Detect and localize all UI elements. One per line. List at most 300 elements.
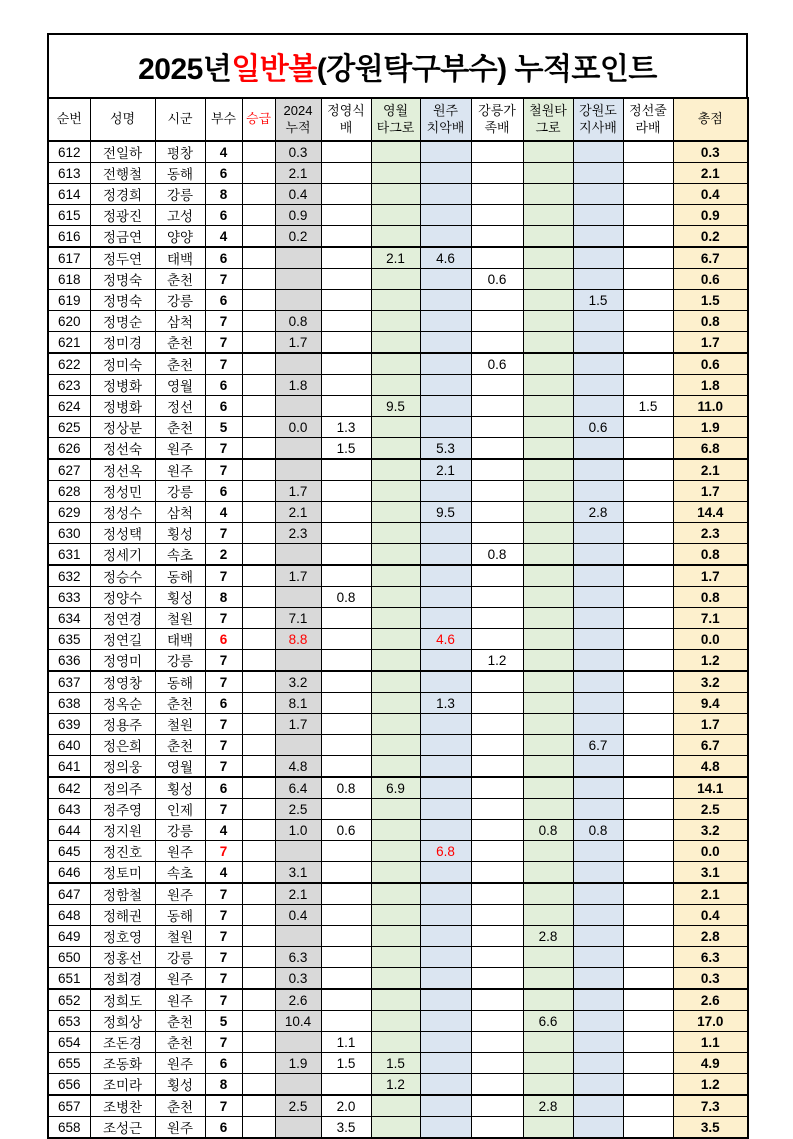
cell-city: 동해 bbox=[155, 671, 205, 693]
cell-v7 bbox=[623, 1011, 673, 1032]
cell-name: 정진호 bbox=[90, 841, 155, 862]
cell-v4 bbox=[471, 714, 523, 735]
cell-v5 bbox=[523, 1074, 573, 1096]
cell-total: 2.6 bbox=[673, 989, 748, 1011]
page-title bbox=[47, 33, 748, 97]
cell-no: 644 bbox=[48, 820, 90, 841]
column-header-v3: 원주 치악배 bbox=[420, 98, 471, 141]
cell-grade bbox=[242, 353, 275, 375]
table-row bbox=[48, 438, 748, 460]
cell-v5 bbox=[523, 608, 573, 629]
cell-name: 조동화 bbox=[90, 1053, 155, 1074]
cell-total: 3.5 bbox=[673, 1117, 748, 1139]
cell-busu: 7 bbox=[205, 926, 242, 947]
cell-v3 bbox=[420, 565, 471, 587]
cell-v2: 2.1 bbox=[371, 247, 420, 269]
cell-v4 bbox=[471, 629, 523, 650]
cell-v0 bbox=[275, 587, 321, 608]
cell-v7 bbox=[623, 523, 673, 544]
cell-name: 정명순 bbox=[90, 311, 155, 332]
cell-v1 bbox=[321, 269, 371, 290]
cell-v2 bbox=[371, 332, 420, 354]
cell-v5 bbox=[523, 629, 573, 650]
table-row bbox=[48, 926, 748, 947]
cell-no: 649 bbox=[48, 926, 90, 947]
cell-city: 춘천 bbox=[155, 1095, 205, 1117]
cell-grade bbox=[242, 989, 275, 1011]
cell-v7 bbox=[623, 587, 673, 608]
cell-v1 bbox=[321, 565, 371, 587]
cell-v2 bbox=[371, 883, 420, 905]
cell-v4 bbox=[471, 1074, 523, 1096]
cell-total: 2.1 bbox=[673, 163, 748, 184]
cell-v1: 2.0 bbox=[321, 1095, 371, 1117]
cell-grade bbox=[242, 226, 275, 248]
cell-v1 bbox=[321, 184, 371, 205]
cell-no: 616 bbox=[48, 226, 90, 248]
cell-v1: 1.5 bbox=[321, 438, 371, 460]
cell-busu: 6 bbox=[205, 375, 242, 396]
cell-name: 정홍선 bbox=[90, 947, 155, 968]
cell-no: 627 bbox=[48, 459, 90, 481]
cell-v2 bbox=[371, 544, 420, 566]
cell-name: 정용주 bbox=[90, 714, 155, 735]
cell-v2 bbox=[371, 841, 420, 862]
cell-no: 656 bbox=[48, 1074, 90, 1096]
cell-v6 bbox=[573, 905, 623, 926]
cell-v5: 2.8 bbox=[523, 1095, 573, 1117]
cell-no: 625 bbox=[48, 417, 90, 438]
cell-v7 bbox=[623, 438, 673, 460]
cell-v6 bbox=[573, 608, 623, 629]
cell-busu: 7 bbox=[205, 311, 242, 332]
cell-v2 bbox=[371, 565, 420, 587]
cell-v4: 0.6 bbox=[471, 353, 523, 375]
cell-v4 bbox=[471, 862, 523, 884]
cell-v6 bbox=[573, 375, 623, 396]
cell-grade bbox=[242, 756, 275, 778]
cell-v6 bbox=[573, 883, 623, 905]
cell-v5 bbox=[523, 968, 573, 990]
cell-v3 bbox=[420, 820, 471, 841]
cell-no: 624 bbox=[48, 396, 90, 417]
cell-v5 bbox=[523, 714, 573, 735]
cell-grade bbox=[242, 926, 275, 947]
cell-no: 633 bbox=[48, 587, 90, 608]
cell-v3 bbox=[420, 968, 471, 990]
cell-busu: 4 bbox=[205, 226, 242, 248]
cell-city: 춘천 bbox=[155, 1011, 205, 1032]
cell-v5 bbox=[523, 438, 573, 460]
cell-total: 0.9 bbox=[673, 205, 748, 226]
table-row bbox=[48, 184, 748, 205]
cell-v0: 0.4 bbox=[275, 184, 321, 205]
cell-v2 bbox=[371, 290, 420, 311]
cell-v2 bbox=[371, 163, 420, 184]
cell-v3 bbox=[420, 353, 471, 375]
cell-grade bbox=[242, 587, 275, 608]
title-highlight: 일반볼 bbox=[231, 53, 317, 86]
cell-v2 bbox=[371, 502, 420, 523]
cell-v0: 8.8 bbox=[275, 629, 321, 650]
cell-busu: 6 bbox=[205, 481, 242, 502]
header-row bbox=[48, 98, 748, 141]
cell-v3 bbox=[420, 587, 471, 608]
cell-grade bbox=[242, 714, 275, 735]
cell-name: 정금연 bbox=[90, 226, 155, 248]
cell-v0: 0.4 bbox=[275, 905, 321, 926]
cell-total: 0.0 bbox=[673, 841, 748, 862]
cell-v6 bbox=[573, 693, 623, 714]
cell-no: 642 bbox=[48, 777, 90, 799]
cell-v0 bbox=[275, 247, 321, 269]
cell-v7 bbox=[623, 141, 673, 163]
cell-city: 속초 bbox=[155, 544, 205, 566]
table-row bbox=[48, 523, 748, 544]
cell-v0: 1.7 bbox=[275, 565, 321, 587]
cell-v0: 0.3 bbox=[275, 141, 321, 163]
cell-v0: 7.1 bbox=[275, 608, 321, 629]
cell-city: 태백 bbox=[155, 247, 205, 269]
cell-v1 bbox=[321, 141, 371, 163]
cell-v3 bbox=[420, 777, 471, 799]
cell-v3: 5.3 bbox=[420, 438, 471, 460]
table-body bbox=[48, 141, 748, 1138]
cell-busu: 6 bbox=[205, 1117, 242, 1139]
cell-v0 bbox=[275, 396, 321, 417]
cell-v4 bbox=[471, 841, 523, 862]
cell-total: 0.6 bbox=[673, 269, 748, 290]
cell-v2 bbox=[371, 799, 420, 820]
cell-no: 630 bbox=[48, 523, 90, 544]
cell-v2 bbox=[371, 459, 420, 481]
cell-v5 bbox=[523, 290, 573, 311]
cell-no: 637 bbox=[48, 671, 90, 693]
cell-v6 bbox=[573, 226, 623, 248]
cell-v2 bbox=[371, 311, 420, 332]
cell-v4 bbox=[471, 290, 523, 311]
cell-v6: 0.6 bbox=[573, 417, 623, 438]
column-header-city: 시군 bbox=[155, 98, 205, 141]
cell-v1 bbox=[321, 375, 371, 396]
cell-v0: 4.8 bbox=[275, 756, 321, 778]
cell-v0: 0.3 bbox=[275, 968, 321, 990]
cell-v4: 0.6 bbox=[471, 269, 523, 290]
cell-v5 bbox=[523, 1032, 573, 1053]
cell-v4 bbox=[471, 968, 523, 990]
cell-v5: 0.8 bbox=[523, 820, 573, 841]
cell-name: 정희경 bbox=[90, 968, 155, 990]
cell-v4 bbox=[471, 459, 523, 481]
table-row bbox=[48, 989, 748, 1011]
cell-grade bbox=[242, 141, 275, 163]
cell-v0: 0.0 bbox=[275, 417, 321, 438]
cell-city: 강릉 bbox=[155, 947, 205, 968]
cell-total: 17.0 bbox=[673, 1011, 748, 1032]
cell-v1 bbox=[321, 968, 371, 990]
cell-busu: 7 bbox=[205, 905, 242, 926]
cell-v1 bbox=[321, 481, 371, 502]
cell-grade bbox=[242, 799, 275, 820]
cell-grade bbox=[242, 608, 275, 629]
cell-v1: 1.1 bbox=[321, 1032, 371, 1053]
cell-v4 bbox=[471, 1011, 523, 1032]
table-row bbox=[48, 332, 748, 354]
cell-busu: 7 bbox=[205, 714, 242, 735]
table-row bbox=[48, 353, 748, 375]
cell-city: 삼척 bbox=[155, 311, 205, 332]
cell-grade bbox=[242, 247, 275, 269]
column-header-busu: 부수 bbox=[205, 98, 242, 141]
cell-name: 정은희 bbox=[90, 735, 155, 756]
cell-v2 bbox=[371, 269, 420, 290]
cell-v6 bbox=[573, 777, 623, 799]
cell-busu: 4 bbox=[205, 141, 242, 163]
cell-v5 bbox=[523, 777, 573, 799]
cell-v0: 1.9 bbox=[275, 1053, 321, 1074]
cell-v7 bbox=[623, 184, 673, 205]
cell-total: 4.9 bbox=[673, 1053, 748, 1074]
cell-v0: 2.1 bbox=[275, 163, 321, 184]
cell-v2 bbox=[371, 905, 420, 926]
cell-v5: 2.8 bbox=[523, 926, 573, 947]
table-row bbox=[48, 269, 748, 290]
cell-v1 bbox=[321, 290, 371, 311]
cell-v0: 0.2 bbox=[275, 226, 321, 248]
cell-v5 bbox=[523, 905, 573, 926]
cell-v3 bbox=[420, 671, 471, 693]
table-header bbox=[48, 98, 748, 141]
cell-name: 정희상 bbox=[90, 1011, 155, 1032]
cell-v7 bbox=[623, 989, 673, 1011]
cell-busu: 7 bbox=[205, 353, 242, 375]
table-row bbox=[48, 1117, 748, 1139]
cell-v2 bbox=[371, 141, 420, 163]
cell-name: 조미라 bbox=[90, 1074, 155, 1096]
cell-v4 bbox=[471, 523, 523, 544]
cell-v3 bbox=[420, 1053, 471, 1074]
cell-grade bbox=[242, 841, 275, 862]
cell-v7 bbox=[623, 735, 673, 756]
cell-v7 bbox=[623, 1032, 673, 1053]
cell-grade bbox=[242, 777, 275, 799]
cell-grade bbox=[242, 693, 275, 714]
cell-v3 bbox=[420, 883, 471, 905]
table-row bbox=[48, 396, 748, 417]
cell-v1 bbox=[321, 396, 371, 417]
cell-busu: 4 bbox=[205, 862, 242, 884]
cell-busu: 7 bbox=[205, 523, 242, 544]
cell-v0 bbox=[275, 926, 321, 947]
table-row bbox=[48, 968, 748, 990]
cell-v5 bbox=[523, 523, 573, 544]
cell-v2: 1.2 bbox=[371, 1074, 420, 1096]
cell-no: 623 bbox=[48, 375, 90, 396]
title-year: 2025년 bbox=[138, 53, 232, 86]
cell-name: 조성근 bbox=[90, 1117, 155, 1139]
cell-v5 bbox=[523, 671, 573, 693]
cell-busu: 8 bbox=[205, 587, 242, 608]
cell-no: 619 bbox=[48, 290, 90, 311]
cell-name: 정영미 bbox=[90, 650, 155, 672]
cell-name: 정상분 bbox=[90, 417, 155, 438]
cell-v6 bbox=[573, 1117, 623, 1139]
cell-v2 bbox=[371, 608, 420, 629]
table-row bbox=[48, 163, 748, 184]
cell-v6: 0.8 bbox=[573, 820, 623, 841]
cell-busu: 7 bbox=[205, 565, 242, 587]
cell-city: 원주 bbox=[155, 968, 205, 990]
cell-v2 bbox=[371, 375, 420, 396]
cell-v1 bbox=[321, 332, 371, 354]
cell-v1 bbox=[321, 926, 371, 947]
column-header-no: 순번 bbox=[48, 98, 90, 141]
cell-city: 원주 bbox=[155, 989, 205, 1011]
cell-v6 bbox=[573, 587, 623, 608]
cell-v4 bbox=[471, 311, 523, 332]
cell-busu: 7 bbox=[205, 1095, 242, 1117]
cell-v4 bbox=[471, 1117, 523, 1139]
table-row bbox=[48, 481, 748, 502]
cell-name: 전행철 bbox=[90, 163, 155, 184]
cell-v3 bbox=[420, 1011, 471, 1032]
cell-grade bbox=[242, 650, 275, 672]
cell-grade bbox=[242, 820, 275, 841]
cell-city: 강릉 bbox=[155, 184, 205, 205]
cell-v2 bbox=[371, 820, 420, 841]
cell-v7 bbox=[623, 671, 673, 693]
cell-name: 정성택 bbox=[90, 523, 155, 544]
cell-busu: 7 bbox=[205, 883, 242, 905]
cell-v7 bbox=[623, 629, 673, 650]
cell-total: 0.8 bbox=[673, 311, 748, 332]
cell-grade bbox=[242, 332, 275, 354]
cell-v1 bbox=[321, 226, 371, 248]
cell-v7 bbox=[623, 311, 673, 332]
cell-v2 bbox=[371, 417, 420, 438]
cell-v1 bbox=[321, 311, 371, 332]
cell-v1 bbox=[321, 523, 371, 544]
cell-v7 bbox=[623, 650, 673, 672]
cell-v1: 0.8 bbox=[321, 587, 371, 608]
cell-city: 강릉 bbox=[155, 481, 205, 502]
cell-city: 인제 bbox=[155, 799, 205, 820]
cell-name: 정희도 bbox=[90, 989, 155, 1011]
table-row bbox=[48, 205, 748, 226]
cell-v3 bbox=[420, 608, 471, 629]
cell-v7 bbox=[623, 417, 673, 438]
cell-v4 bbox=[471, 565, 523, 587]
cell-v3 bbox=[420, 735, 471, 756]
cell-v0 bbox=[275, 290, 321, 311]
cell-v1 bbox=[321, 544, 371, 566]
cell-v6 bbox=[573, 989, 623, 1011]
cell-grade bbox=[242, 1053, 275, 1074]
cell-v6 bbox=[573, 544, 623, 566]
cell-v1 bbox=[321, 671, 371, 693]
cell-city: 동해 bbox=[155, 565, 205, 587]
cell-v1 bbox=[321, 247, 371, 269]
cell-v7 bbox=[623, 777, 673, 799]
cell-v3 bbox=[420, 417, 471, 438]
cell-grade bbox=[242, 671, 275, 693]
cell-city: 강릉 bbox=[155, 650, 205, 672]
cell-city: 철원 bbox=[155, 608, 205, 629]
table-row bbox=[48, 141, 748, 163]
column-header-name: 성명 bbox=[90, 98, 155, 141]
cell-grade bbox=[242, 1011, 275, 1032]
cell-v6 bbox=[573, 926, 623, 947]
cell-v6 bbox=[573, 459, 623, 481]
cell-name: 정지원 bbox=[90, 820, 155, 841]
cell-v3 bbox=[420, 481, 471, 502]
cell-busu: 4 bbox=[205, 502, 242, 523]
cell-city: 평창 bbox=[155, 141, 205, 163]
cell-busu: 6 bbox=[205, 1053, 242, 1074]
cell-v3 bbox=[420, 926, 471, 947]
cell-grade bbox=[242, 523, 275, 544]
cell-name: 정미숙 bbox=[90, 353, 155, 375]
cell-no: 654 bbox=[48, 1032, 90, 1053]
cell-v7 bbox=[623, 205, 673, 226]
cell-total: 14.4 bbox=[673, 502, 748, 523]
cell-v0: 1.7 bbox=[275, 481, 321, 502]
cell-grade bbox=[242, 629, 275, 650]
cell-v6 bbox=[573, 523, 623, 544]
cell-city: 강릉 bbox=[155, 290, 205, 311]
cell-v2: 1.5 bbox=[371, 1053, 420, 1074]
cell-v2 bbox=[371, 629, 420, 650]
cell-v4 bbox=[471, 375, 523, 396]
cell-busu: 7 bbox=[205, 1032, 242, 1053]
cell-v2 bbox=[371, 926, 420, 947]
cell-v6 bbox=[573, 163, 623, 184]
cell-name: 정경희 bbox=[90, 184, 155, 205]
cell-total: 2.3 bbox=[673, 523, 748, 544]
cell-v0: 2.1 bbox=[275, 883, 321, 905]
cell-busu: 7 bbox=[205, 671, 242, 693]
cell-total: 3.2 bbox=[673, 820, 748, 841]
cell-name: 정연경 bbox=[90, 608, 155, 629]
cell-grade bbox=[242, 565, 275, 587]
cell-busu: 6 bbox=[205, 247, 242, 269]
cell-v1 bbox=[321, 947, 371, 968]
cell-total: 0.8 bbox=[673, 587, 748, 608]
cell-v6 bbox=[573, 353, 623, 375]
cell-name: 정명숙 bbox=[90, 290, 155, 311]
cell-v5 bbox=[523, 205, 573, 226]
cell-city: 춘천 bbox=[155, 735, 205, 756]
cell-v2 bbox=[371, 714, 420, 735]
cell-name: 정양수 bbox=[90, 587, 155, 608]
cell-no: 639 bbox=[48, 714, 90, 735]
cell-v2 bbox=[371, 756, 420, 778]
cell-v2 bbox=[371, 353, 420, 375]
cell-city: 원주 bbox=[155, 1117, 205, 1139]
cell-total: 7.3 bbox=[673, 1095, 748, 1117]
cell-v0 bbox=[275, 353, 321, 375]
cell-v7 bbox=[623, 799, 673, 820]
cell-v4 bbox=[471, 883, 523, 905]
cell-v5 bbox=[523, 862, 573, 884]
cell-grade bbox=[242, 544, 275, 566]
cell-v6 bbox=[573, 205, 623, 226]
cell-name: 전일하 bbox=[90, 141, 155, 163]
cell-v5 bbox=[523, 332, 573, 354]
cell-busu: 8 bbox=[205, 1074, 242, 1096]
cell-no: 636 bbox=[48, 650, 90, 672]
cell-v7: 1.5 bbox=[623, 396, 673, 417]
